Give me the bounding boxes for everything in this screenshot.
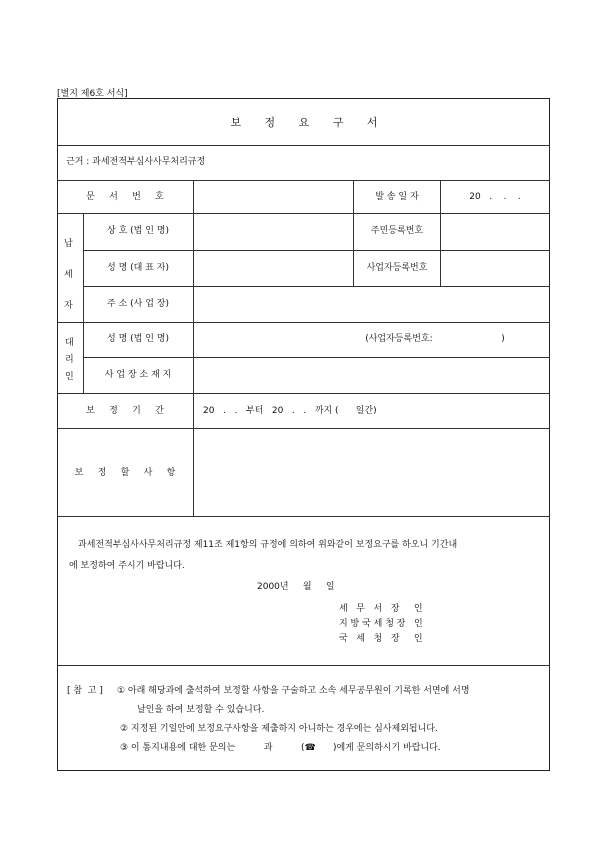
divider (57, 428, 550, 429)
divider (83, 213, 84, 393)
agent-name-label: 성 명 (법 인 명) (107, 334, 169, 344)
business-reg-label: 사업자등록번호 (366, 263, 428, 273)
issue-date-label: 발 송 일 자 (375, 192, 419, 202)
signature-regional-office: 지 방 국 세 청 장 인 (339, 619, 423, 629)
form-label: [별지 제6호 서식] (57, 89, 128, 99)
divider (57, 393, 550, 394)
divider (57, 516, 550, 517)
divider (440, 180, 441, 286)
divider (57, 665, 550, 666)
agent-group-label: 대 리 인 (65, 338, 74, 382)
note-1b: 날인을 하여 보정할 수 있습니다. (137, 705, 265, 715)
divider (57, 145, 550, 146)
address-label: 주 소 (사 업 장) (107, 299, 169, 309)
divider (83, 250, 550, 251)
body-line-1: 과세전적부심사사무처리규정 제11조 제1항의 규정에 의하여 위와같이 보정요구를 하오니 기간내 (78, 540, 458, 550)
note-2: ② 지정된 기일안에 보정요구사항을 제출하지 아니하는 경우에는 심사제외됩니다. (120, 724, 438, 734)
trade-name-label: 상 호 (법 인 명) (107, 226, 169, 236)
body-date: 2000년 월 일 (257, 582, 335, 592)
agent-business-reg: (사업자등록번호: ) (365, 334, 505, 344)
taxpayer-group-label: 납 세 자 (64, 239, 73, 311)
divider (353, 180, 354, 286)
period-value: 20 . . 부터 20 . . 까지 ( 일간) (203, 406, 377, 416)
note-3: ③ 이 통지내용에 대한 문의는 과 (☎ )에게 문의하시기 바랍니다. (120, 743, 441, 753)
divider (83, 357, 550, 358)
note-1a: ① 아래 해당과에 출석하여 보정할 사항을 구술하고 소속 세무공무원이 기록한 서면에 서명 (117, 686, 470, 696)
period-label: 보 정 기 간 (86, 406, 164, 416)
items-label: 보 정 할 사 항 (74, 468, 176, 478)
divider (83, 286, 550, 287)
doc-number-label: 문 서 번 호 (86, 192, 164, 202)
basis-text: 근거 : 과세전적부심사사무처리규정 (66, 157, 206, 167)
agent-location-label: 사 업 장 소 재 지 (104, 370, 172, 380)
issue-date-value: 20 . . . (469, 192, 521, 202)
form-title: 보 정 요 구 서 (230, 116, 388, 129)
signature-national-office: 국 세 청 장 인 (339, 634, 423, 644)
divider (57, 213, 550, 214)
divider (57, 322, 550, 323)
divider (193, 180, 194, 516)
body-line-2: 에 보정하여 주시기 바랍니다. (69, 561, 185, 571)
resident-reg-label: 주민등록번호 (370, 226, 424, 236)
signature-tax-office: 세 무 서 장 인 (339, 604, 423, 614)
notes-label: [ 참 고 ] (67, 686, 103, 696)
taxpayer-name-label: 성 명 (대 표 자) (107, 263, 169, 273)
divider (57, 180, 550, 181)
